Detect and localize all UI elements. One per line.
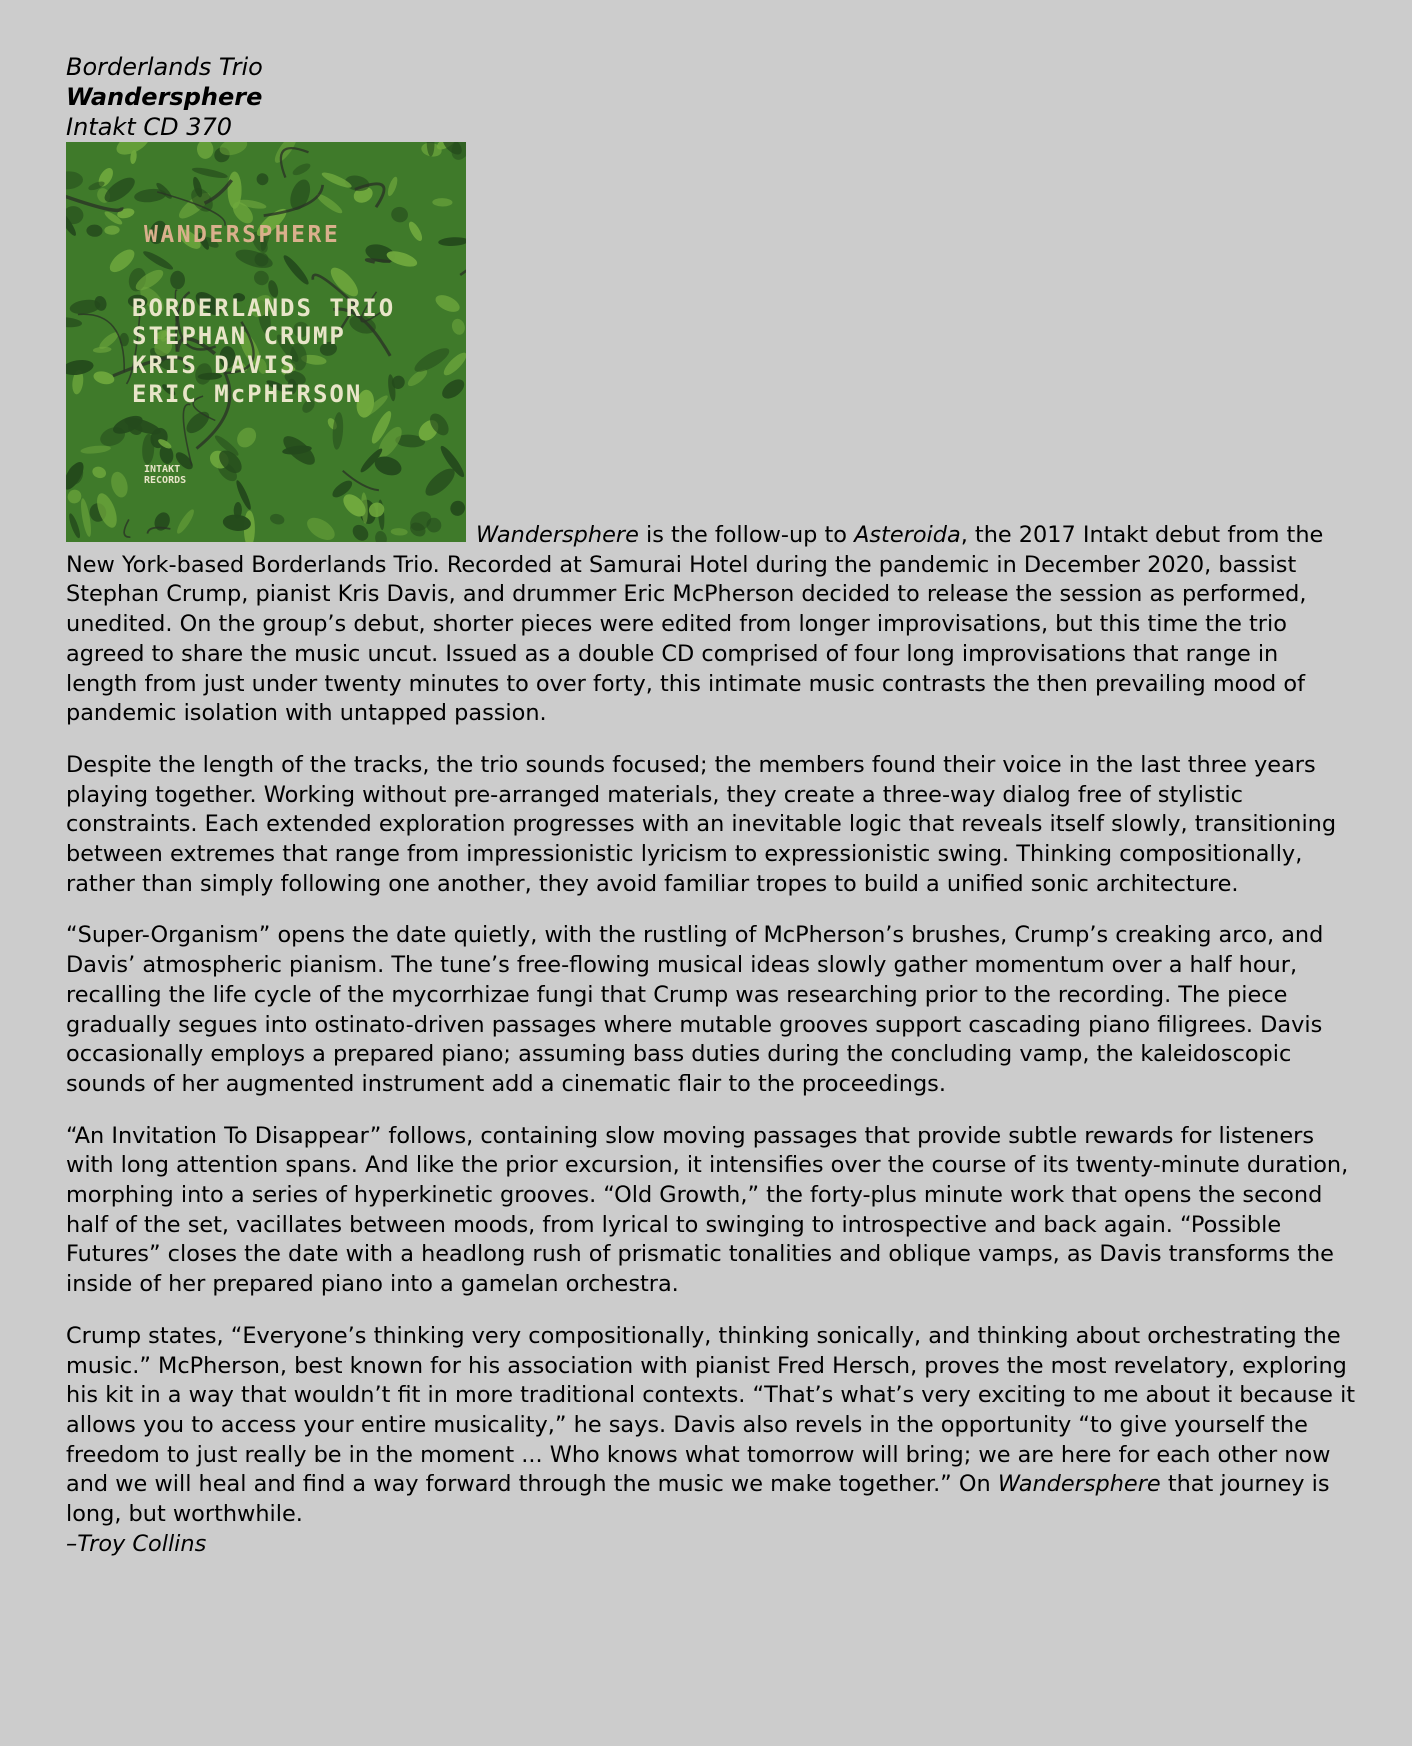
album-cover-art [66,142,466,542]
catalog-number: Intakt CD 370 [66,113,233,141]
review-paragraph-1 [66,142,1356,729]
cover-name-line: KRIS DAVIS [132,351,297,379]
cover-name-line: ERIC McPHERSON [132,380,363,408]
cover-title-text: WANDERSPHERE [144,222,341,248]
album-title: Wandersphere [66,83,263,111]
text-run: that journey is long, but worthwhile. [66,1471,1330,1528]
text-run: Crump states, “Everyone’s thinking very compositionally, thinking sonically, and thinking about orchestrating the music.” McPherson, best known for his association with pianist Fred Hersch, proves the most revelatory, exploring his kit in a way that wouldn’t fit in more traditional contexts. “That’s what’s very exciting to me about it because it allows you to access your entire musicality,” he says. Davis also revels in the opportunity “to give yourself the freedom to just really be in the moment ... Who knows what tomorrow will bring; we are here for each other now and we will heal and find a way forward through the music we make together.” On [66,1322,1356,1498]
cover-name-line: STEPHAN CRUMP [132,322,346,350]
review-paragraph-3: “Super-Organism” opens the date quietly, with the rustling of McPherson’s brushes, Crump’s creaking arco, and Davis’ atmospheric pianism. The tune’s free-flowing musical ideas slowly gather momentum over a half hour, recalling the life cycle of the mycorrhizae fungi that Crump was researching prior to the recording. The piece gradually segues into ostinato-driven passages where mutable grooves support cascading piano filigrees. Davis occasionally employs a prepared piano; assuming bass duties during the concluding vamp, the kaleidoscopic sounds of her augmented instrument add a cinematic flair to the proceedings. [66,922,1324,1097]
previous-album-title: Asteroida [854,522,961,548]
review-paragraph-2: Despite the length of the tracks, the trio sounds focused; the members found their voice in the last three years playing together. Working without pre-arranged materials, they create a three-way dialog free of stylistic constraints. Each extended exploration progresses with an inevitable logic that reveals itself slowly, transitioning between extremes that range from impressionistic lyricism to expressionistic swing. Thinking compositionally, rather than simply following one another, they avoid familiar tropes to build a unified sonic architecture. [66,751,1337,897]
review-paragraph-4: “An Invitation To Disappear” follows, containing slow moving passages that provide subtle rewards for listeners with long attention spans. And like the prior excursion, it intensifies over the course of its twenty-minute duration, morphing into a series of hyperkinetic grooves. “Old Growth,” the forty-plus minute work that opens the second half of the set, vacillates between moods, from lyrical to swinging to introspective and back again. “Possible Futures” closes the date with a headlong rush of prismatic tonalities and oblique vamps, as Davis transforms the inside of her prepared piano into a gamelan orchestra. [66,1122,1349,1298]
text-run: is the follow-up to [638,522,855,548]
artist-name: Borderlands Trio [66,53,263,81]
reviewer-signature: –Troy Collins [66,1530,207,1557]
review-paragraph-5 [66,1322,1356,1530]
cover-label-logo: INTAKT [144,464,181,475]
cover-name-line: BORDERLANDS TRIO [132,294,396,322]
cover-label-logo: RECORDS [144,475,187,486]
text-run: , the 2017 Intakt debut from the New York-based Borderlands Trio. Recorded at Samurai Hotel during the pandemic in December 2020, bassist Stephan Crump, pianist Kris Davis, and drummer Eric McPherson decided to release the session as performed, unedited. On the group’s debut, shorter pieces were edited from longer improvisations, but this time the trio agreed to share the music uncut. Issued as a double CD comprised of four long improvisations that range in length from just under twenty minutes to over forty, this intimate music contrasts the then prevailing mood of pandemic isolation with untapped passion. [66,522,1324,727]
album-title-inline: Wandersphere [476,522,639,548]
album-cover-image [66,142,466,542]
album-title-inline: Wandersphere [997,1471,1161,1498]
review-page [66,52,1356,1560]
